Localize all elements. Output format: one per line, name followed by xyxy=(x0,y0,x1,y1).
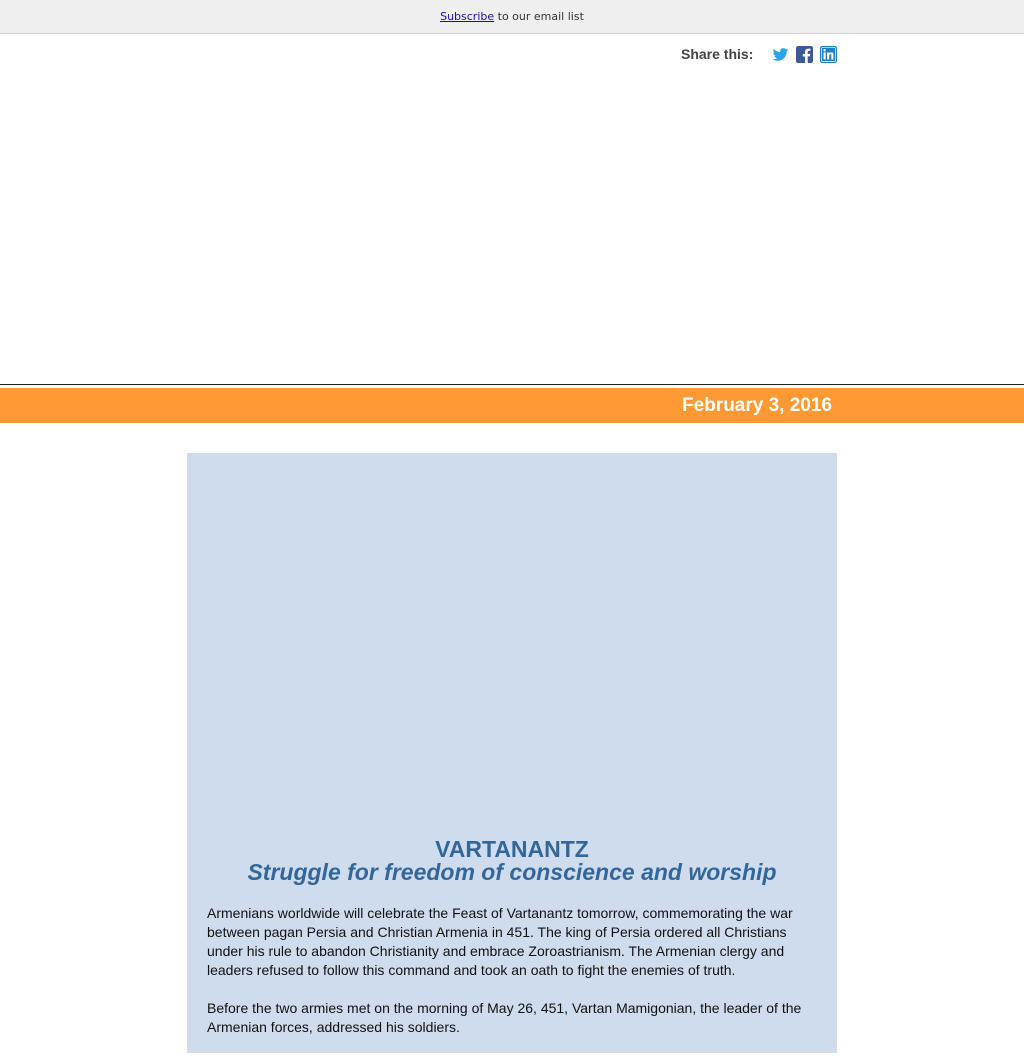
share-row xyxy=(681,44,837,64)
subscribe-link[interactable]: Subscribe xyxy=(440,10,495,23)
article-body xyxy=(207,904,819,1056)
header-divider xyxy=(0,384,1024,385)
article-card xyxy=(187,453,837,1053)
article-title: VARTANANTZ xyxy=(435,836,589,862)
issue-date: February 3, 2016 xyxy=(682,395,832,416)
linkedin-icon[interactable] xyxy=(820,46,837,63)
share-label: Share this: xyxy=(681,46,754,62)
article-paragraph: Before the two armies met on the morning of May 26, 451, Vartan Mamigonian, the leader of the Armenian forces, addressed his soldiers. xyxy=(207,1000,802,1035)
header-banner-area xyxy=(0,68,1024,384)
facebook-icon[interactable] xyxy=(796,46,813,63)
article-paragraph: Armenians worldwide will celebrate the Feast of Vartanantz tomorrow, commemorating the war between pagan Persia and Christian Armenia in 451. The king of Persia ordered all Christians under his rule to abandon Christianity and embrace Zoroastrianism. The Armenian clergy and leaders refused to follow this command and took an oath to fight the enemies of truth. xyxy=(207,905,793,978)
twitter-icon[interactable] xyxy=(772,46,789,63)
date-bar xyxy=(0,388,1024,423)
article-image-area xyxy=(187,453,837,833)
article-subtitle: Struggle for freedom of conscience and worship xyxy=(247,859,777,885)
subscribe-suffix-text: to our email list xyxy=(494,10,584,23)
subscribe-bar xyxy=(0,0,1024,34)
